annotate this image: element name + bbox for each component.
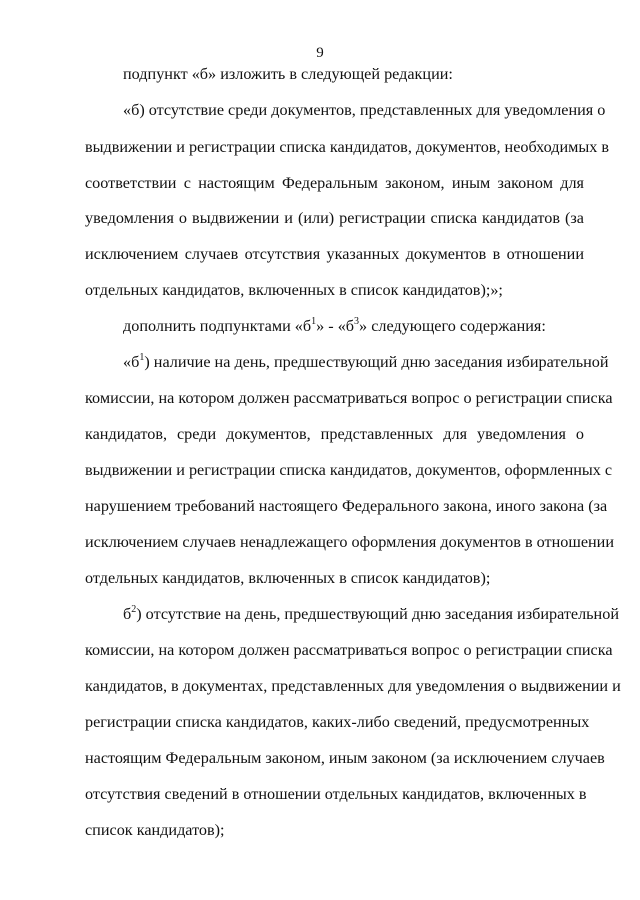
paragraph-line: отдельных кандидатов, включенных в список кандидатов); — [85, 569, 491, 587]
paragraph-line: регистрации списка кандидатов, каких-либо сведений, предусмотренных — [85, 713, 590, 731]
paragraph-line: выдвижении и регистрации списка кандидатов, документов, оформленных с — [85, 461, 613, 479]
paragraph-line: уведомления о выдвижении и (или) регистрации списка кандидатов (за — [85, 209, 584, 227]
paragraph-line: подпункт «б» изложить в следующей редакции: — [123, 65, 453, 83]
paragraph-line: соответствии с настоящим Федеральным законом, иным законом для — [85, 174, 584, 192]
paragraph-line: выдвижении и регистрации списка кандидатов, документов, необходимых в — [85, 138, 610, 156]
paragraph-line: комиссии, на котором должен рассматриваться вопрос о регистрации списка — [85, 641, 613, 659]
paragraph-line: отдельных кандидатов, включенных в список кандидатов);»; — [85, 281, 503, 299]
paragraph-line: «$б^1$) наличие на день, предшествующий дню заседания избирательной — [123, 351, 609, 371]
paragraph-line: исключением случаев ненадлежащего оформления документов в отношении — [85, 533, 615, 551]
paragraph-line: комиссии, на котором должен рассматриваться вопрос о регистрации списка — [85, 389, 613, 407]
paragraph-line: нарушением требований настоящего Федерального закона, иного закона (за — [85, 497, 608, 515]
paragraph-line: кандидатов, в документах, представленных для уведомления о выдвижении и — [85, 677, 621, 695]
paragraph-line: настоящим Федеральным законом, иным законом (за исключением случаев — [85, 749, 605, 767]
page-number: 9 — [316, 45, 324, 61]
paragraph-line: отсутствия сведений в отношении отдельных кандидатов, включенных в — [85, 785, 587, 803]
paragraph-line: $б^2$) отсутствие на день, предшествующий дню заседания избирательной — [123, 603, 619, 623]
paragraph-line: список кандидатов); — [85, 821, 225, 839]
superscript: 2 — [131, 603, 137, 615]
superscript: 1 — [139, 351, 145, 363]
paragraph-line: «б) отсутствие среди документов, представленных для уведомления о — [123, 101, 606, 119]
paragraph-line: кандидатов, среди документов, представленных для уведомления о — [85, 425, 584, 443]
superscript: 1 — [311, 315, 317, 327]
paragraph-line: дополнить подпунктами «$б^1$» - «$б^3$» следующего содержания: — [123, 315, 546, 335]
paragraph-line: исключением случаев отсутствия указанных документов в отношении — [85, 245, 584, 263]
superscript: 3 — [354, 315, 360, 327]
